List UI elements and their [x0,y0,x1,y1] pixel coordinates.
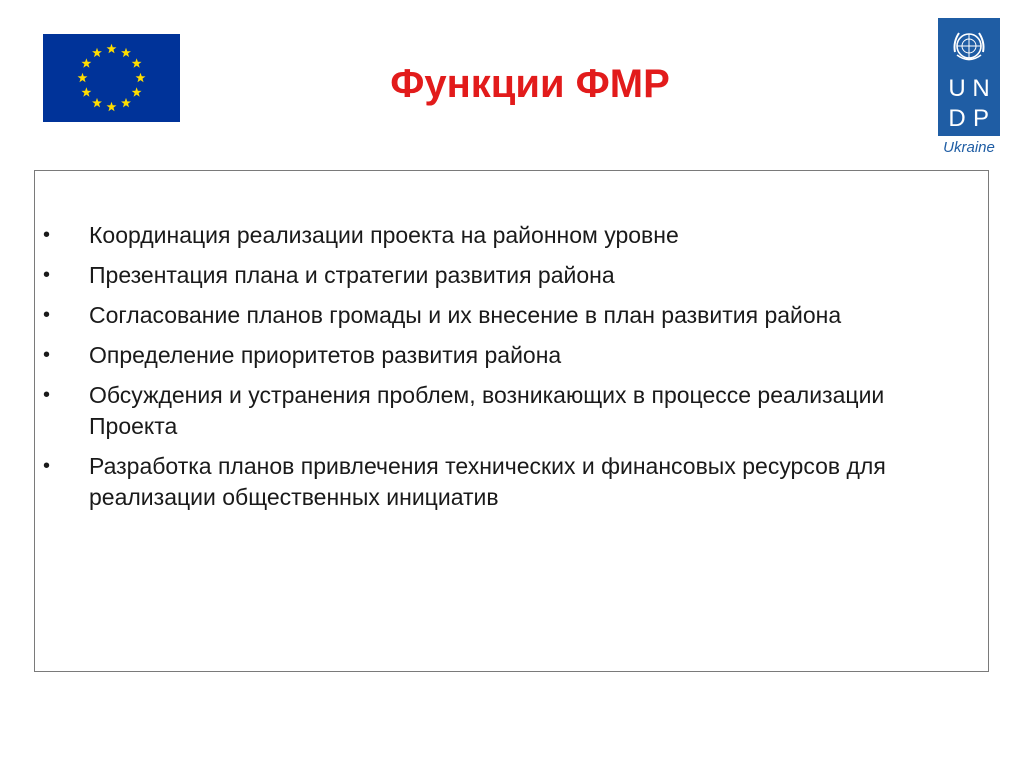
bullet-item [43,340,943,371]
eu-star-icon [81,87,91,96]
eu-star-icon [107,44,117,53]
eu-star-icon [136,73,146,82]
bullet-marker: • [43,264,51,286]
bullet-text: Согласование планов громады и их внесение в план развития района [89,302,842,328]
undp-country-label: Ukraine [943,139,995,156]
undp-letter-u: U [948,75,966,102]
bullet-text: Координация реализации проекта на районном уровне [89,222,679,248]
bullet-marker: • [43,304,51,326]
undp-letter-d: D [948,105,966,132]
slide-title: Функции ФМР [390,62,670,106]
bullet-marker: • [43,224,51,246]
undp-logo-block [938,18,1000,136]
eu-star-icon [121,48,131,57]
bullet-item [43,260,943,291]
eu-star-icon [132,87,142,96]
eu-star-icon [132,58,142,67]
bullet-item [43,451,943,513]
undp-letter-n: N [972,75,990,102]
eu-star-icon [81,58,91,67]
content-box [34,170,989,672]
bullet-text: Определение приоритетов развития района [89,342,562,368]
eu-star-icon [92,48,102,57]
eu-flag-logo [43,34,180,122]
un-emblem-icon [947,24,991,68]
bullet-text: Обсуждения и устранения проблем, возникающих в процессе реализации Проекта [89,382,885,439]
bullet-marker: • [43,344,51,366]
bullet-marker: • [43,384,51,406]
undp-letter-p: P [972,105,989,132]
bullet-list [43,220,943,522]
bullet-text: Разработка планов привлечения технических и финансовых ресурсов для реализации общественных инициатив [89,453,886,510]
eu-star-icon [121,98,131,107]
bullet-text: Презентация плана и стратегии развития района [89,262,615,288]
eu-star-icon [78,73,88,82]
eu-stars-icon [43,34,180,122]
bullet-item [43,300,943,331]
eu-star-icon [92,98,102,107]
bullet-item [43,380,943,442]
eu-star-icon [107,102,117,111]
undp-logo [938,18,1000,160]
bullet-marker: • [43,455,51,477]
bullet-item [43,220,943,251]
